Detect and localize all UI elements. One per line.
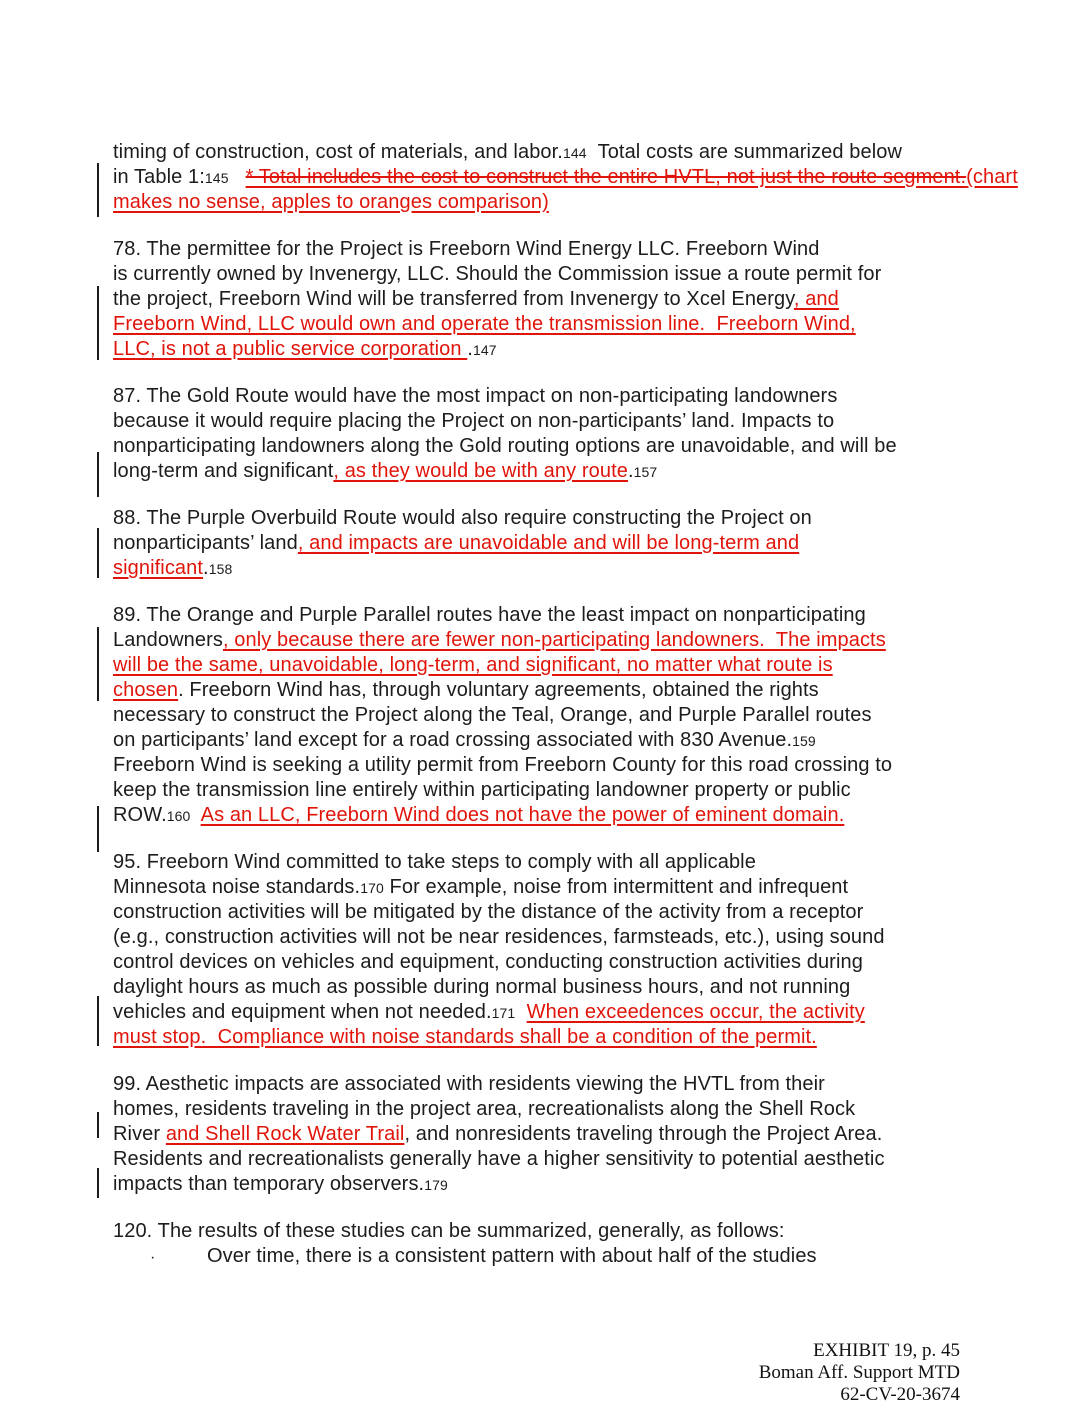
body-text-run: . Freeborn Wind has, through voluntary agreements, obtained the rights	[178, 679, 819, 701]
redline-inserted-text: chosen	[113, 679, 179, 701]
body-text-run: the project, Freeborn Wind will be transferred from Invenergy to Xcel Energy	[113, 288, 794, 310]
footnote-number: 158	[208, 561, 233, 577]
text-line	[113, 925, 993, 950]
paragraph-89	[113, 603, 993, 828]
text-line	[113, 459, 993, 484]
footnote-number: 170	[360, 880, 384, 896]
text-line	[113, 678, 993, 703]
document-body	[113, 140, 1018, 1291]
paragraph-87	[113, 384, 993, 484]
paragraph-95	[113, 850, 993, 1050]
footnote-number: 171	[491, 1005, 516, 1021]
body-text-run: 95. Freeborn Wind committed to take steps to comply with all applicable	[113, 851, 756, 873]
paragraph-78	[113, 237, 993, 362]
text-line	[113, 556, 993, 581]
paragraph-99	[113, 1072, 993, 1197]
redline-inserted-text: As an LLC, Freeborn Wind does not have the power of eminent domain.	[200, 804, 845, 826]
body-text-run: 89. The Orange and Purple Parallel routes have the least impact on nonparticipating	[113, 604, 866, 626]
text-line	[113, 140, 993, 165]
text-line	[113, 1122, 993, 1147]
body-text-run: 120. The results of these studies can be summarized, generally, as follows:	[113, 1220, 785, 1242]
body-text-run: Over time, there is a consistent pattern with about half of the studies	[207, 1245, 817, 1267]
body-text-run: construction activities will be mitigated by the distance of the activity from a receptor	[113, 901, 864, 923]
body-text-run: control devices on vehicles and equipment, conducting construction activities during	[113, 951, 863, 973]
redline-inserted-text: Freeborn Wind, LLC would own and operate the transmission line. Freeborn Wind,	[113, 313, 856, 335]
redline-inserted-text: , and impacts are unavoidable and will be long-term and	[297, 532, 800, 554]
text-line	[113, 803, 993, 828]
text-line	[113, 1244, 993, 1269]
footnote-number: 159	[792, 733, 816, 749]
body-text-run: timing of construction, cost of materials, and labor.	[113, 141, 563, 163]
text-line	[113, 1147, 993, 1172]
body-text-run: ROW.	[113, 804, 167, 826]
body-text-run: long-term and significant	[113, 460, 334, 482]
redline-inserted-text: , as they would be with any route	[333, 460, 628, 482]
text-line	[113, 434, 993, 459]
text-line	[113, 603, 993, 628]
redline-inserted-text: significant	[113, 557, 204, 579]
footnote-number: 157	[633, 464, 658, 480]
text-line	[113, 900, 993, 925]
body-text-run: Landowners	[113, 629, 223, 651]
text-line	[113, 703, 993, 728]
redline-inserted-text: will be the same, unavoidable, long-term, and significant, no matter what route is	[113, 654, 833, 676]
body-text-run: For example, noise from intermittent and infrequent	[383, 876, 849, 898]
revision-change-bar	[97, 286, 99, 360]
body-text-run: on participants’ land except for a road crossing associated with 830 Avenue.	[113, 729, 793, 751]
footnote-number: 144	[562, 145, 587, 161]
paragraph-intro-continuation	[113, 140, 1018, 215]
body-text-run: vehicles and equipment when not needed.	[113, 1001, 492, 1023]
text-line	[113, 165, 1018, 190]
body-text-run: .	[467, 338, 473, 360]
body-text-run: Residents and recreationalists generally have a higher sensitivity to potential aesthetic	[113, 1148, 885, 1170]
body-text-run	[190, 804, 200, 826]
footnote-number: 160	[166, 808, 191, 824]
revision-change-bar	[97, 996, 99, 1046]
body-text-run	[515, 1001, 526, 1023]
body-text-run: nonparticipants’ land	[113, 532, 298, 554]
revision-change-bar	[97, 163, 99, 217]
text-line	[113, 287, 993, 312]
body-text-run: 88. The Purple Overbuild Route would also require constructing the Project on	[113, 507, 812, 529]
body-text-run: Total costs are summarized below	[586, 141, 903, 163]
text-line	[113, 1025, 993, 1050]
redline-inserted-text: makes no sense, apples to oranges comparison)	[113, 191, 549, 213]
body-text-run: Freeborn Wind is seeking a utility permit from Freeborn County for this road crossing to	[113, 754, 893, 776]
body-text-run	[229, 166, 246, 188]
text-line	[113, 409, 993, 434]
bullet-icon: ·	[150, 1249, 156, 1266]
text-line	[113, 1097, 993, 1122]
body-text-run: nonparticipating landowners along the Gold routing options are unavoidable, and will be	[113, 435, 897, 457]
redline-inserted-text: (chart	[966, 166, 1018, 188]
document-footer	[759, 1340, 960, 1406]
redline-inserted-text: must stop. Compliance with noise standards shall be a condition of the permit.	[113, 1026, 817, 1048]
body-text-run: daylight hours as much as possible during normal business hours, and not running	[113, 976, 851, 998]
redline-deleted-text: * Total includes the cost to construct the entire HVTL, not just the route segment.	[245, 166, 967, 188]
text-line	[113, 1000, 993, 1025]
body-text-run: because it would require placing the Project on non-participants’ land. Impacts to	[113, 410, 835, 432]
revision-change-bar	[97, 1112, 99, 1138]
revision-change-bar	[97, 452, 99, 497]
footer-case-number: 62-CV-20-3674	[840, 1384, 960, 1405]
text-line	[113, 850, 993, 875]
text-line	[113, 653, 993, 678]
text-line	[113, 506, 993, 531]
body-text-run: Minnesota noise standards.	[113, 876, 361, 898]
redline-inserted-text: , and	[793, 288, 839, 310]
footer-affidavit-line: Boman Aff. Support MTD	[758, 1362, 960, 1383]
text-line	[113, 753, 993, 778]
body-text-run: homes, residents traveling in the project area, recreationalists along the Shell Rock	[113, 1098, 856, 1120]
revision-change-bar	[97, 528, 99, 578]
footnote-number: 179	[424, 1177, 448, 1193]
text-line	[113, 728, 993, 753]
body-text-run: necessary to construct the Project along the Teal, Orange, and Purple Parallel routes	[113, 704, 872, 726]
body-text-run: .	[627, 460, 634, 482]
body-text-run: River	[113, 1123, 166, 1145]
paragraph-88	[113, 506, 993, 581]
text-line	[113, 531, 993, 556]
text-line	[113, 384, 993, 409]
text-line	[113, 950, 993, 975]
redline-inserted-text: and Shell Rock Water Trail	[165, 1123, 405, 1145]
text-line	[113, 628, 993, 653]
revision-change-bar	[97, 627, 99, 701]
revision-change-bar	[97, 1168, 99, 1198]
revision-change-bar	[97, 806, 99, 852]
text-line	[113, 237, 993, 262]
body-text-run: in Table 1:	[113, 166, 205, 188]
footnote-number: 145	[204, 170, 229, 186]
text-line	[113, 337, 993, 362]
redline-inserted-text: When exceedences occur, the activity	[526, 1001, 865, 1023]
text-line	[113, 1072, 993, 1097]
body-text-run: 99. Aesthetic impacts are associated with residents viewing the HVTL from their	[113, 1073, 825, 1095]
footer-exhibit-line: EXHIBIT 19, p. 45	[813, 1340, 960, 1361]
text-line	[113, 262, 993, 287]
body-text-run: 78. The permittee for the Project is Freeborn Wind Energy LLC. Freeborn Wind	[113, 238, 820, 260]
paragraph-120	[113, 1219, 993, 1269]
body-text-run: is currently owned by Invenergy, LLC. Should the Commission issue a route permit for	[113, 263, 882, 285]
text-line	[113, 975, 993, 1000]
text-line	[113, 1219, 993, 1244]
body-text-run: impacts than temporary observers.	[113, 1173, 425, 1195]
redline-inserted-text: LLC, is not a public service corporation	[113, 338, 468, 360]
text-line	[113, 1172, 993, 1197]
body-text-run: (e.g., construction activities will not be near residences, farmsteads, etc.), using sound	[113, 926, 885, 948]
text-line	[113, 778, 993, 803]
body-text-run: keep the transmission line entirely within participating landowner property or public	[113, 779, 851, 801]
text-line	[113, 190, 993, 215]
text-line	[113, 312, 993, 337]
body-text-run: .	[203, 557, 209, 579]
footnote-number: 147	[472, 342, 497, 358]
body-text-run: , and nonresidents traveling through the Project Area.	[404, 1123, 883, 1145]
redline-inserted-text: , only because there are fewer non-participating landowners. The impacts	[222, 629, 886, 651]
body-text-run: 87. The Gold Route would have the most impact on non-participating landowners	[113, 385, 838, 407]
text-line	[113, 875, 993, 900]
